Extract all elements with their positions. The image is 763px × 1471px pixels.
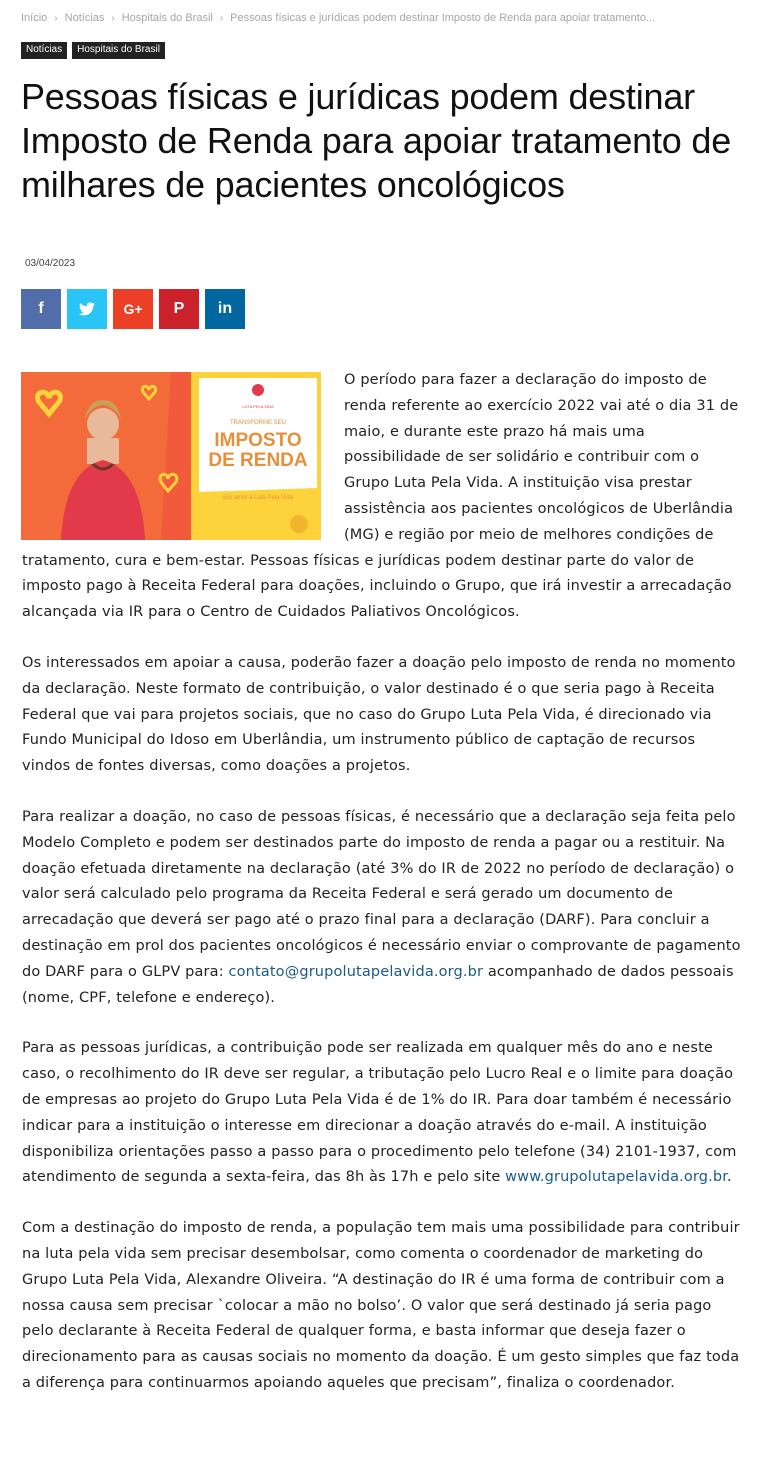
breadcrumb-hospitais[interactable]: Hospitais do Brasil: [121, 12, 213, 24]
image-top-text: TRANSFORME SEU: [229, 420, 287, 426]
breadcrumb-current: Pessoas físicas e jurídicas podem destinar Imposto de Renda para apoiar tratamento...: [230, 12, 656, 24]
linkedin-icon: in: [217, 300, 233, 317]
twitter-icon: [79, 302, 95, 316]
category-tags: [21, 42, 165, 59]
email-link[interactable]: contato@grupolutapelavida.org.br: [228, 963, 484, 980]
googleplus-share-button[interactable]: [113, 289, 153, 329]
breadcrumb: [21, 12, 751, 24]
article-date: 03/04/2023: [25, 258, 76, 269]
image-logo-text: LUTA PELA VIDA: [242, 404, 274, 409]
category-tag-hospitais[interactable]: Hospitais do Brasil: [72, 42, 165, 59]
facebook-icon: f: [38, 300, 44, 317]
paragraph-5: Com a destinação do imposto de renda, a população tem mais uma possibilidade para contribuir na luta pela vida sem precisar desembolsar, como comenta o coordenador de marketing do Grupo Luta Pela Vida, Alexandre Oliveira. “A destinação do IR é uma forma de contribuir com a nossa causa sem precisar `colocar a mão no bolso’. O valor que será destinado já seria pago pelo declarante à Receita Federal de qualquer forma, e basta informar que deseja fazer o direcionamento para as causas sociais no momento da doação. É um gesto simples que faz toda a diferença para continuarmos apoiando aqueles que precisam”, finaliza o coordenador.: [22, 1220, 740, 1391]
pinterest-share-button[interactable]: [159, 289, 199, 329]
paragraph-2: Os interessados em apoiar a causa, poderão fazer a doação pelo imposto de renda no momento da declaração. Neste formato de contribuição, o valor destinado é o que seria pago à Receita Federal que vai para projetos sociais, que no caso do Grupo Luta Pela Vida, é direcionado via Fundo Municipal do Idoso em Uberlândia, um instrumento público de captação de recursos vindos de fontes diversas, como doações a projetos.: [22, 654, 736, 775]
article-body: [22, 368, 742, 1422]
twitter-share-button[interactable]: [67, 289, 107, 329]
paragraph-4: [22, 1036, 742, 1191]
paragraph-4-text-end: .: [727, 1169, 732, 1186]
category-tag-noticias[interactable]: Notícias: [21, 42, 67, 59]
image-big-text-1: IMPOSTO: [214, 430, 302, 451]
pinterest-icon: P: [173, 300, 185, 317]
article-title: Pessoas físicas e jurídicas podem destinar Imposto de Renda para apoiar tratamento de milhares de pacientes oncológicos: [21, 76, 732, 205]
paragraph-3-text: Para realizar a doação, no caso de pessoas físicas, é necessário que a declaração seja feita pelo Modelo Completo e podem ser destinados parte do imposto de renda a pagar ou a restituir. Na doação efetuada diretamente na declaração (até 3% do IR de 2022 no período de declaração) o valor será calculado pelo programa da Receita Federal e será gerado um documento de arrecadação que deverá ser pago até o prazo final para a declaração (DARF). Para concluir a destinação em prol dos pacientes oncológicos é necessário enviar o comprovante de pagamento do DARF para o GLPV para:: [22, 808, 741, 980]
chevron-right-icon: ›: [111, 13, 115, 24]
chevron-right-icon: ›: [219, 13, 224, 24]
chevron-right-icon: ›: [54, 13, 58, 24]
breadcrumb-home[interactable]: Início: [21, 12, 48, 24]
paragraph-4-text: Para as pessoas jurídicas, a contribuição pode ser realizada em qualquer mês do ano e neste caso, o recolhimento do IR deve ser regular, a tributação pelo Lucro Real e o limite para doação de empresas ao projeto do Grupo Luta Pela Vida é de 1% do IR. Para doar também é necessário indicar para a instituição o interesse em direcionar a doação através do e-mail. A instituição disponibiliza orientações passo a passo para o procedimento pelo telefone (34) 2101-1937, com atendimento de segunda a sexta-feira, das 8h às 17h e pelo site: [22, 1040, 737, 1186]
paragraph-1: O período para fazer a declaração do imposto de renda referente ao exercício 2022 vai até o dia 31 de maio, e durante este prazo há mais uma possibilidade de ser solidário e contribuir com o Grupo Luta Pela Vida. A instituição visa prestar assistência aos pacientes oncológicos de Uberlândia (MG) e região por meio de melhores condições de tratamento, cura e bem-estar. Pessoas físicas e jurídicas podem destinar parte do valor de imposto pago à Receita Federal para doações, incluindo o Grupo, que irá investir a arrecadação alcançada via IR para o Centro de Cuidados Paliativos Oncológicos.: [22, 372, 739, 621]
facebook-share-button[interactable]: [21, 289, 61, 329]
website-link[interactable]: www.grupolutapelavida.org.br: [505, 1169, 728, 1186]
share-buttons: [21, 289, 245, 329]
googleplus-icon: G+: [123, 301, 143, 317]
breadcrumb-noticias[interactable]: Notícias: [64, 12, 105, 24]
paragraph-3-text-end: acompanhado de dados pessoais (nome, CPF, telefone e endereço).: [22, 963, 734, 1006]
linkedin-share-button[interactable]: [205, 289, 245, 329]
image-footer-text: Em amor à Luta Pela Vida: [223, 495, 293, 501]
image-big-text-2: DE RENDA: [208, 450, 308, 471]
image-float-spacer: [22, 368, 344, 544]
paragraph-3: [22, 805, 742, 1011]
